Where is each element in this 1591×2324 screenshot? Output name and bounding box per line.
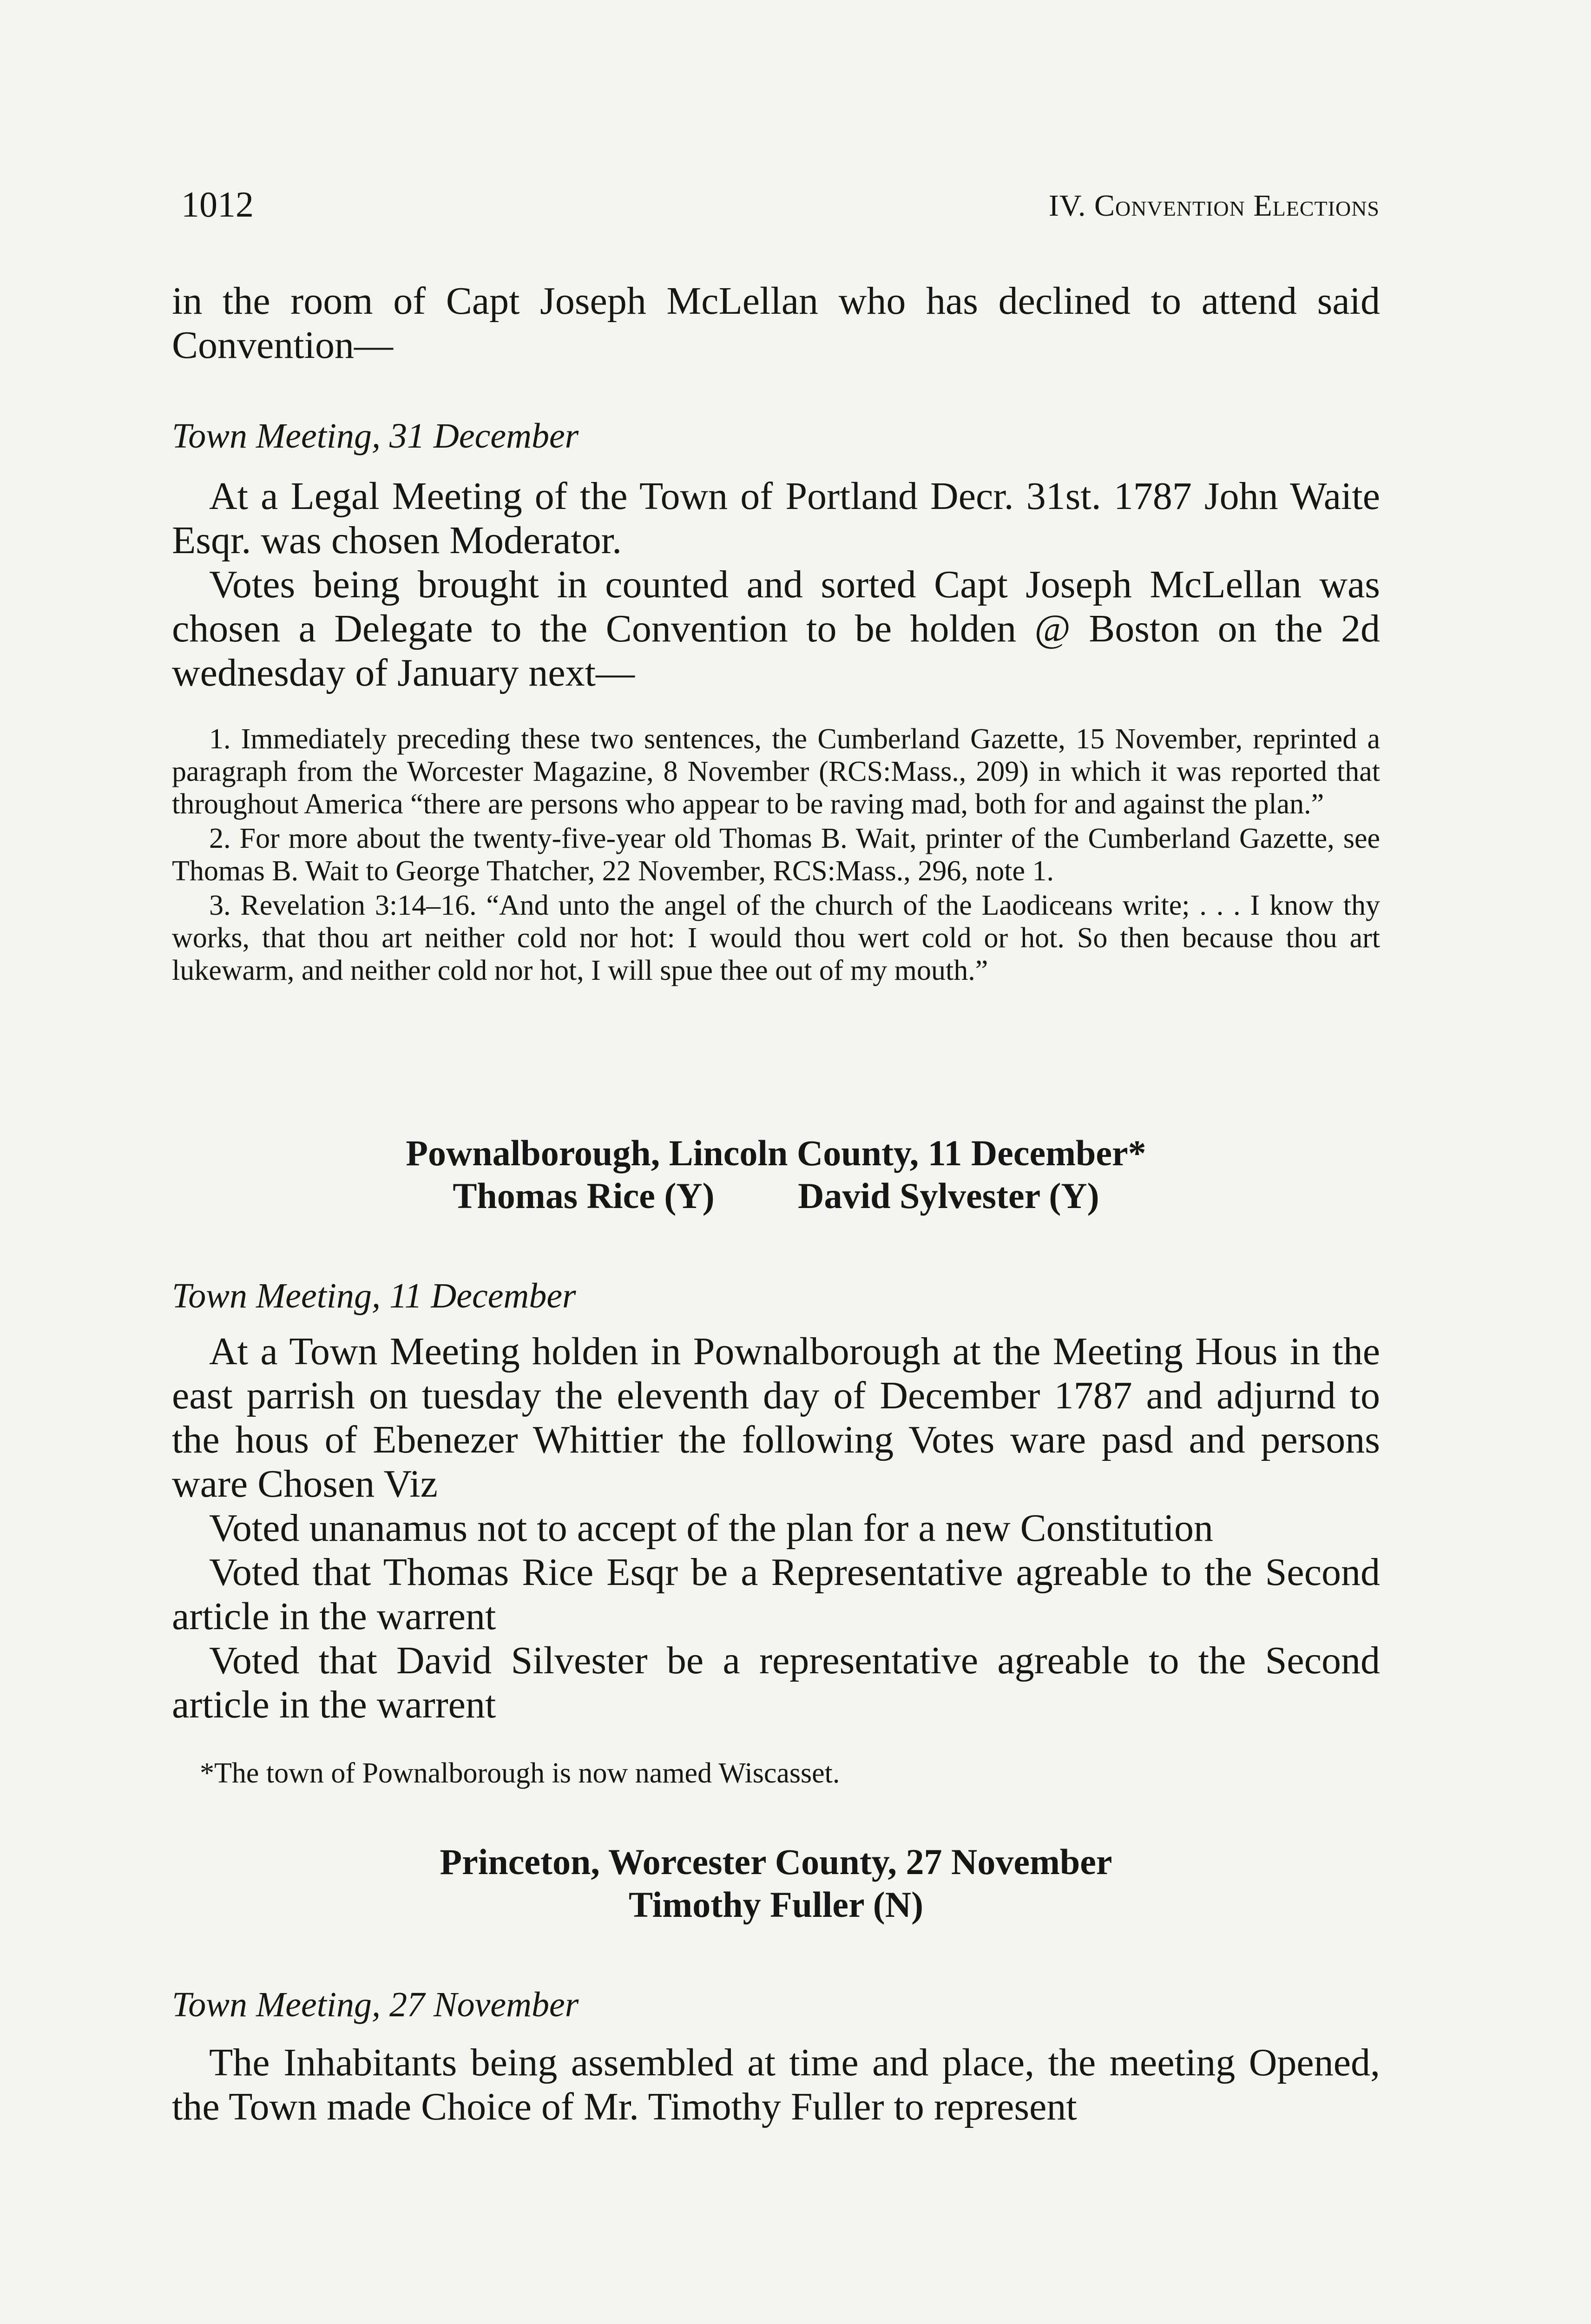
delegate-thomas-rice: Thomas Rice (Y): [453, 1175, 715, 1216]
running-title: IV. Convention Elections: [1048, 189, 1380, 223]
continuation-text: in the room of Capt Joseph McLellan who has declined to attend said Convention—: [172, 279, 1380, 367]
princeton-delegate: Timothy Fuller (N): [628, 1884, 924, 1925]
princeton-title: Princeton, Worcester County, 27 November: [440, 1842, 1112, 1882]
continuation-paragraph: [172, 279, 1380, 367]
pownalborough-minutes: [172, 1329, 1380, 1727]
footnotes: [172, 723, 1380, 989]
pownalborough-delegates: [172, 1175, 1380, 1217]
princeton-paragraph-1: The Inhabitants being assembled at time and place, the meeting Opened, the Town made Choice of Mr. Timothy Fuller to represent: [172, 2041, 1380, 2128]
pownalborough-paragraph-2: Voted unanamus not to accept of the plan for a new Constitution: [209, 1506, 1213, 1550]
princeton-meeting-heading: Town Meeting, 27 November: [172, 1985, 579, 2024]
portland-meeting-heading: Town Meeting, 31 December: [172, 416, 579, 456]
pownalborough-meeting-heading: Town Meeting, 11 December: [172, 1276, 576, 1315]
portland-minutes: [172, 474, 1380, 695]
pownalborough-star-note: *The town of Pownalborough is now named Wiscasset.: [200, 1757, 840, 1789]
pownalborough-paragraph-3: Voted that Thomas Rice Esqr be a Representative agreable to the Second article in the warrent: [172, 1551, 1380, 1638]
portland-paragraph-1: At a Legal Meeting of the Town of Portland Decr. 31st. 1787 John Waite Esqr. was chosen Moderator.: [172, 475, 1380, 562]
page-number: 1012: [181, 184, 254, 224]
pownalborough-paragraph-4: Voted that David Silvester be a representative agreable to the Second article in the warrent: [172, 1639, 1380, 1726]
delegate-david-sylvester: David Sylvester (Y): [798, 1175, 1099, 1216]
princeton-minutes: [172, 2040, 1380, 2129]
footnote-1: 1. Immediately preceding these two sentences, the Cumberland Gazette, 15 November, reprinted a paragraph from the Worcester Magazine, 8 November (RCS:Mass., 209) in which it was reported that throughout America “there are persons who appear to be raving mad, both for and against the plan.”: [172, 723, 1380, 820]
footnote-2: 2. For more about the twenty-five-year old Thomas B. Wait, printer of the Cumberland Gazette, see Thomas B. Wait to George Thatcher, 22 November, RCS:Mass., 296, note 1.: [172, 823, 1380, 887]
portland-paragraph-2: Votes being brought in counted and sorted Capt Joseph McLellan was chosen a Delegate to the Convention to be holden @ Boston on the 2d wednesday of January next—: [172, 563, 1380, 694]
princeton-heading: [172, 1841, 1380, 1926]
pownalborough-title: Pownalborough, Lincoln County, 11 December*: [406, 1133, 1146, 1173]
pownalborough-heading: [172, 1132, 1380, 1217]
footnote-3: 3. Revelation 3:14–16. “And unto the angel of the church of the Laodiceans write; . . . I know thy works, that thou art neither cold nor hot: I would thou wert cold or hot. So then because thou art lukewarm, and neither cold nor hot, I will spue thee out of my mouth.”: [172, 890, 1380, 986]
pownalborough-paragraph-1: At a Town Meeting holden in Pownalborough at the Meeting Hous in the east parrish on tuesday the eleventh day of December 1787 and adjurnd to the hous of Ebenezer Whittier the following Votes ware pasd and persons ware Chosen Viz: [172, 1330, 1380, 1505]
